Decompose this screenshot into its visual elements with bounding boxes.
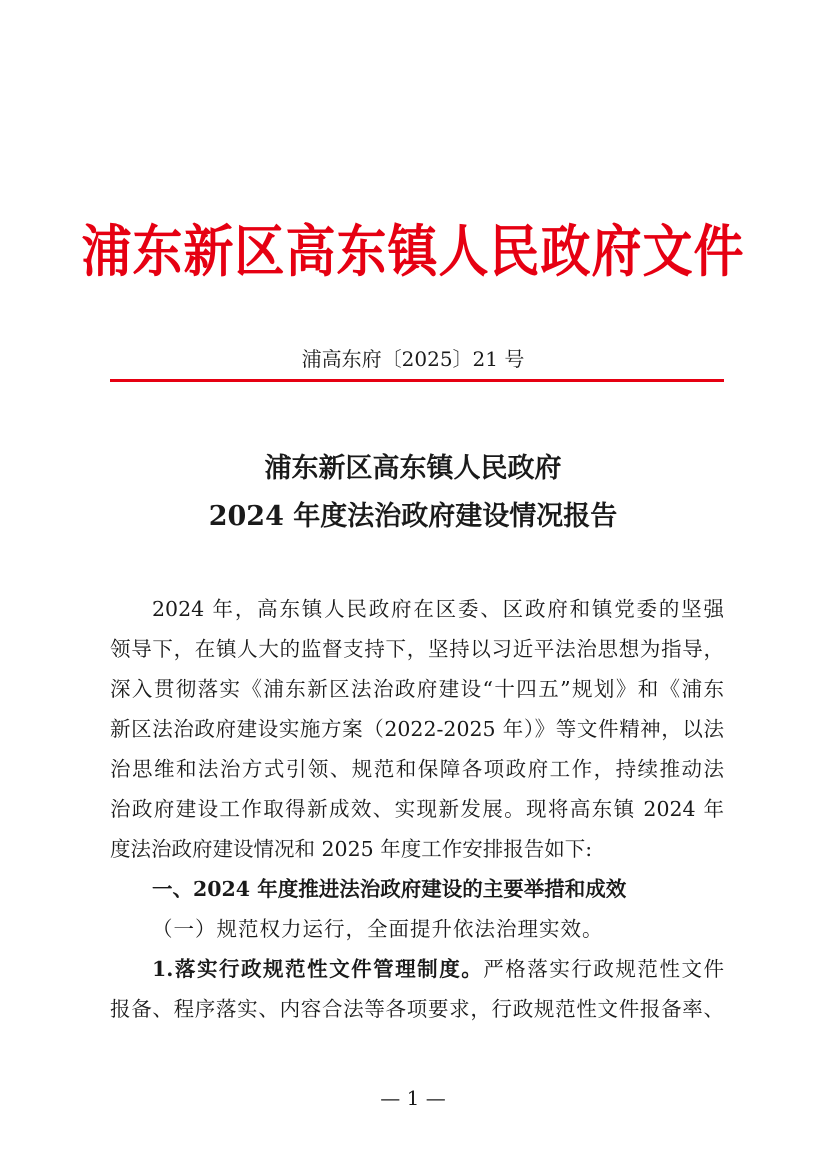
item-lead-text: 1.落实行政规范性文件管理制度。: [152, 957, 484, 981]
red-divider-line: [110, 379, 724, 382]
paragraph-line: 度法治政府建设情况和 2025 年度工作安排报告如下:: [110, 837, 593, 861]
subsection-heading: （一）规范权力运行，全面提升依法治理实效。: [152, 917, 604, 941]
paragraph-line: 深入贯彻落实《浦东新区法治政府建设“十四五”规划》和《浦东: [110, 677, 724, 701]
paragraph-line: 治思维和法治方式引领、规范和保障各项政府工作，持续推动法: [110, 757, 724, 781]
paragraph-line: 领导下，在镇人大的监督支持下，坚持以习近平法治思想为指导，: [110, 637, 724, 661]
page-number: — 1 —: [380, 1086, 446, 1110]
paragraph-line: 报备、程序落实、内容合法等各项要求，行政规范性文件报备率、: [110, 997, 724, 1021]
item-paragraph: [110, 949, 724, 1029]
paragraph-line: [110, 949, 724, 989]
item-body-text: 严格落实行政规范性文件: [483, 957, 725, 981]
paragraph-line: 治政府建设工作取得新成效、实现新发展。现将高东镇 2024 年: [110, 797, 724, 821]
paragraph-line: 2024 年，高东镇人民政府在区委、区政府和镇党委的坚强: [152, 597, 724, 621]
intro-paragraph: [110, 589, 724, 869]
document-number: 浦高东府〔2025〕21 号: [301, 347, 525, 371]
report-title-line-2: 2024 年度法治政府建设情况报告: [208, 501, 618, 532]
paragraph-line: 新区法治政府建设实施方案（2022-2025 年）》等文件精神，以法: [110, 717, 724, 741]
report-title-line-1: 浦东新区高东镇人民政府: [264, 453, 562, 484]
section-heading: 一、2024 年度推进法治政府建设的主要举措和成效: [152, 877, 627, 901]
document-header-title: 浦东新区高东镇人民政府文件: [81, 218, 745, 285]
